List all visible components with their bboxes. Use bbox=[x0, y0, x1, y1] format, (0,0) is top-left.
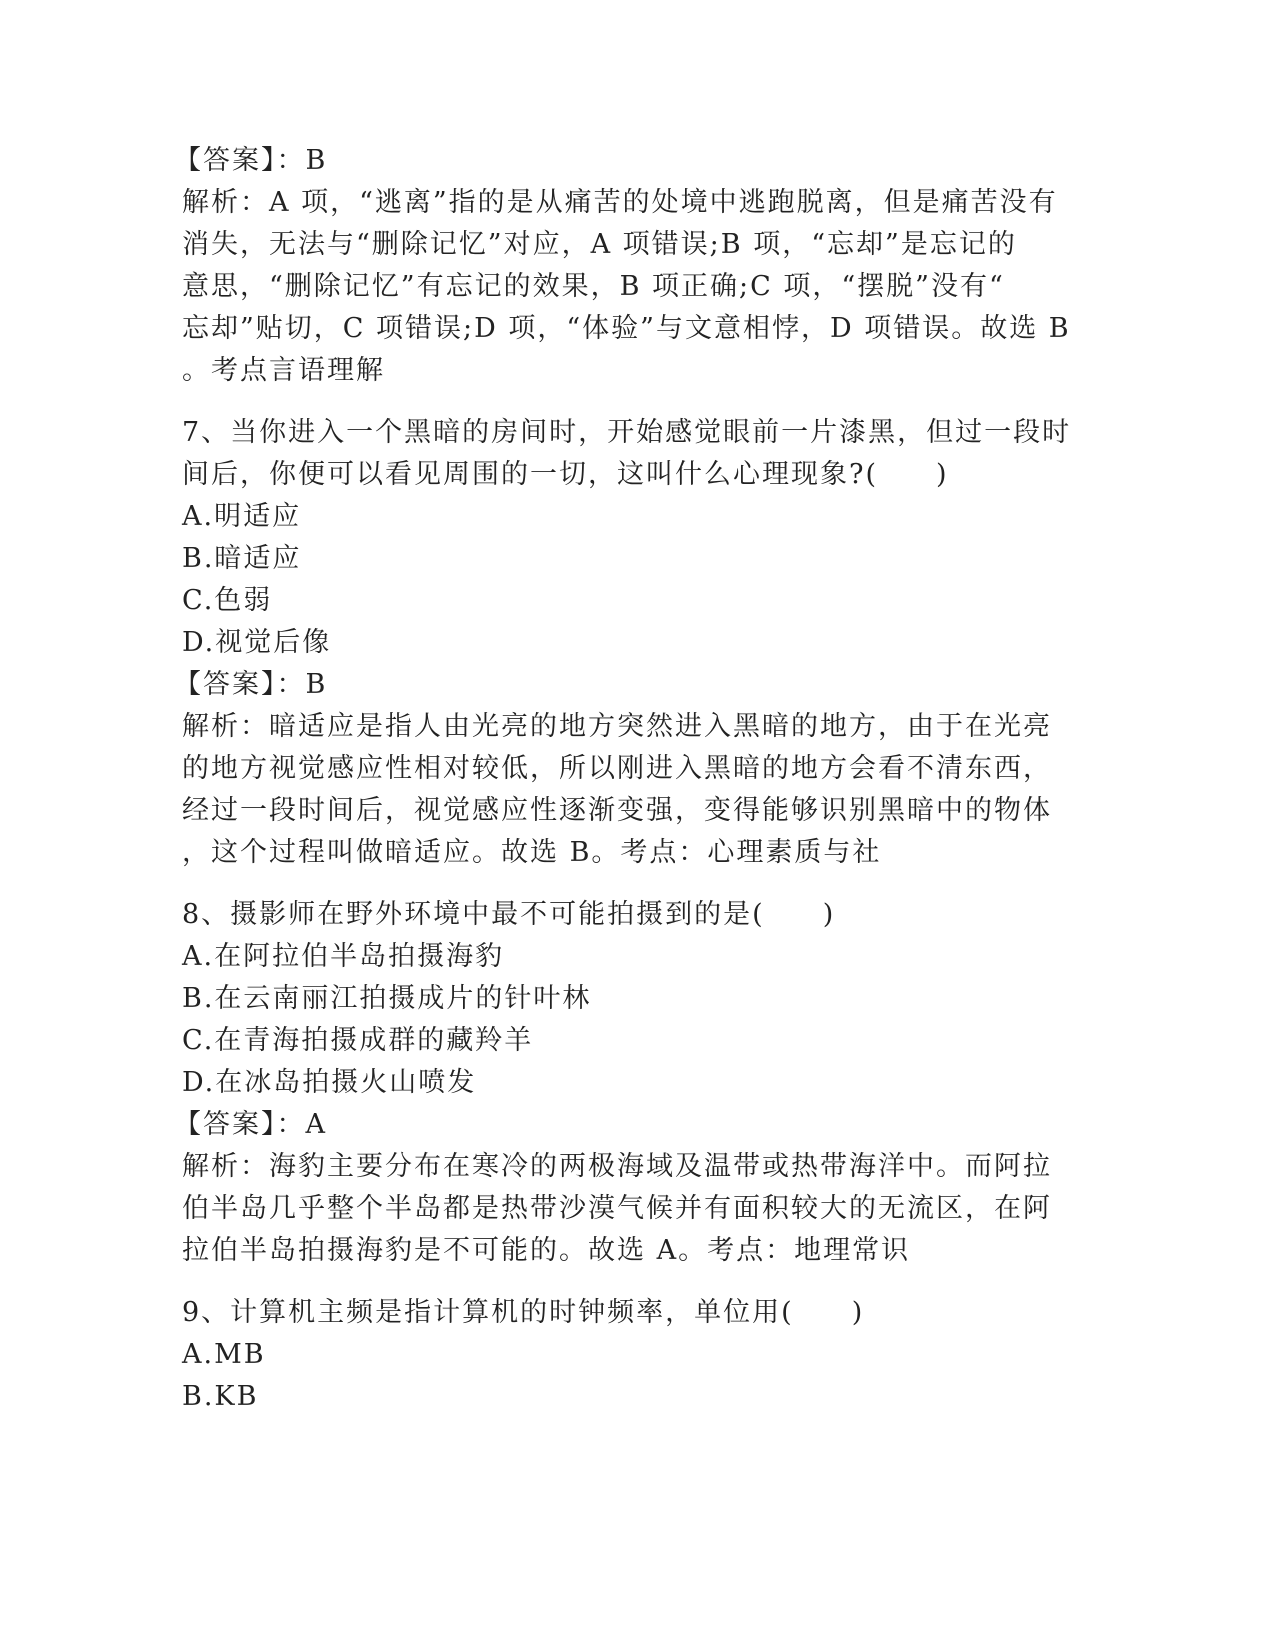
explanation-line: 解析：暗适应是指人由光亮的地方突然进入黑暗的地方，由于在光亮 bbox=[182, 711, 1052, 742]
question-7-block bbox=[174, 412, 1082, 874]
question-text: 9、计算机主频是指计算机的时钟频率，单位用( ) bbox=[182, 1297, 865, 1328]
option-c: C.在青海拍摄成群的藏羚羊 bbox=[182, 1025, 534, 1056]
question-6-block bbox=[174, 140, 1082, 392]
explanation-line: 解析：A 项，“逃离”指的是从痛苦的处境中逃跑脱离，但是痛苦没有 bbox=[182, 187, 1058, 218]
explanation-line: 忘却”贴切，C 项错误;D 项，“体验”与文意相悖，D 项错误。故选 B bbox=[182, 313, 1071, 344]
question-text: 7、当你进入一个黑暗的房间时，开始感觉眼前一片漆黑，但过一段时 bbox=[182, 417, 1072, 448]
question-text: 8、摄影师在野外环境中最不可能拍摄到的是( ) bbox=[182, 899, 836, 930]
explanation-line: 拉伯半岛拍摄海豹是不可能的。故选 A。考点：地理常识 bbox=[182, 1235, 911, 1266]
explanation-line: 解析：海豹主要分布在寒冷的两极海域及温带或热带海洋中。而阿拉 bbox=[182, 1151, 1052, 1182]
explanation-line: 意思，“删除记忆”有忘记的效果，B 项正确;C 项，“摆脱”没有“ bbox=[182, 271, 1005, 302]
option-a: A.明适应 bbox=[182, 501, 302, 532]
answer-line: 【答案】：A bbox=[174, 1109, 327, 1140]
answer-line: 【答案】：B bbox=[174, 669, 328, 700]
explanation-line: ，这个过程叫做暗适应。故选 B。考点：心理素质与社 bbox=[182, 837, 882, 868]
explanation-line: 。考点言语理解 bbox=[182, 355, 385, 386]
explanation-line: 伯半岛几乎整个半岛都是热带沙漠气候并有面积较大的无流区，在阿 bbox=[182, 1193, 1052, 1224]
option-b: B.KB bbox=[182, 1381, 259, 1412]
option-a: A.在阿拉伯半岛拍摄海豹 bbox=[182, 941, 505, 972]
option-b: B.在云南丽江拍摄成片的针叶林 bbox=[182, 983, 592, 1014]
explanation-line: 经过一段时间后，视觉感应性逐渐变强，变得能够识别黑暗中的物体 bbox=[182, 795, 1052, 826]
option-a: A.MB bbox=[182, 1339, 266, 1370]
option-d: D.在冰岛拍摄火山喷发 bbox=[182, 1067, 477, 1098]
document-page bbox=[174, 140, 1082, 1418]
option-c: C.色弱 bbox=[182, 585, 273, 616]
option-d: D.视觉后像 bbox=[182, 627, 332, 658]
explanation-line: 消失，无法与“删除记忆”对应，A 项错误;B 项，“忘却”是忘记的 bbox=[182, 229, 1017, 260]
question-text: 间后，你便可以看见周围的一切，这叫什么心理现象?( ) bbox=[182, 459, 949, 490]
option-b: B.暗适应 bbox=[182, 543, 302, 574]
answer-line: 【答案】：B bbox=[174, 145, 328, 176]
question-9-block bbox=[182, 1292, 1082, 1418]
question-8-block bbox=[174, 894, 1082, 1272]
explanation-line: 的地方视觉感应性相对较低，所以刚进入黑暗的地方会看不清东西， bbox=[182, 753, 1052, 784]
